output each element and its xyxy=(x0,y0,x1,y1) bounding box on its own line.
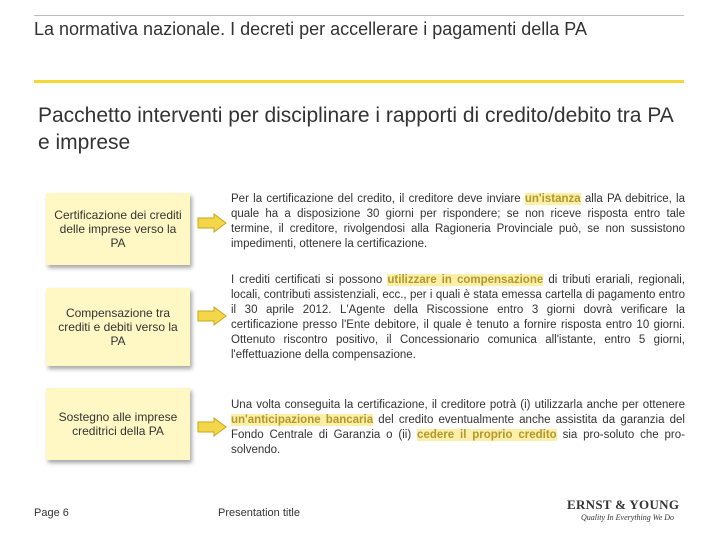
paragraph-text: del credito eventualmente anche assistita da garanzia del Fondo Centrale di Garanzia o (ii) xyxy=(231,414,685,441)
topic-box-sostegno xyxy=(46,388,190,460)
paragraph-text: Una volta conseguita la certificazione, il creditore potrà (i) utilizzarla anche per ottenere xyxy=(231,399,685,411)
paragraph-text: I crediti certificati si possono xyxy=(231,274,388,286)
page-number: Page 6 xyxy=(34,507,69,519)
paragraph-certificazione xyxy=(231,192,685,252)
paragraph-text: Per la certificazione del credito, il creditore deve inviare xyxy=(231,193,525,205)
ernst-young-logo xyxy=(567,497,687,531)
topic-box-certificazione xyxy=(46,193,190,265)
highlighted-phrase: un'istanza xyxy=(524,193,581,205)
logo-name: ERNST & YOUNG xyxy=(567,497,680,512)
arrow-right-icon xyxy=(197,417,227,437)
paragraph-text: sia pro-soluto che pro-solvendo. xyxy=(231,429,685,456)
topic-box-label: Certificazione dei crediti delle imprese verso la PA xyxy=(54,208,182,250)
highlighted-phrase: utilizzare in compensazione xyxy=(387,274,544,286)
paragraph-text: alla PA debitrice, la quale ha a disposizione 30 giorni per rispondere; se non riceve risposta entro tale termine, il creditore, rivolgendosi alla Ragioneria Provinciale può, se non sussistono impedimenti, ottenere la certificazione. xyxy=(231,193,685,250)
paragraph-sostegno xyxy=(231,398,685,458)
highlighted-phrase: cedere il proprio credito xyxy=(417,429,557,441)
section-subtitle: Pacchetto interventi per disciplinare i rapporti di credito/debito tra PA e imprese xyxy=(38,104,673,154)
arrow-right-icon xyxy=(197,213,227,233)
slide-title: La normativa nazionale. I decreti per accellerare i pagamenti della PA xyxy=(34,19,587,39)
title-underline xyxy=(34,80,684,83)
logo-tagline: Quality In Everything We Do xyxy=(581,513,675,522)
highlighted-phrase: un'anticipazione bancaria xyxy=(231,414,374,426)
presentation-title: Presentation title xyxy=(218,507,300,519)
paragraph-text: di tributi erariali, regionali, locali, contributi assistenziali, ecc., per i quali è stata emessa cartella di pagamento entro il 30 aprile 2012. L'Agente della Riscossione entro 3 giorni dovrà verificare la certificazione presso l'Ente debitore, il quale è tenuto a fornire risposta entro 10 giorni. Ottenuto riscontro positivo, il Concessionario comunica all'istante, entro 5 giorni, l'effettuazione della compensazione. xyxy=(231,274,685,361)
topic-box-label: Sostegno alle imprese creditrici della PA xyxy=(58,410,178,438)
top-divider xyxy=(34,15,684,16)
arrow-right-icon xyxy=(197,306,227,326)
topic-box-label: Compensazione tra crediti e debiti verso la PA xyxy=(58,306,178,348)
topic-box-compensazione xyxy=(46,288,190,366)
paragraph-compensazione xyxy=(231,273,685,363)
